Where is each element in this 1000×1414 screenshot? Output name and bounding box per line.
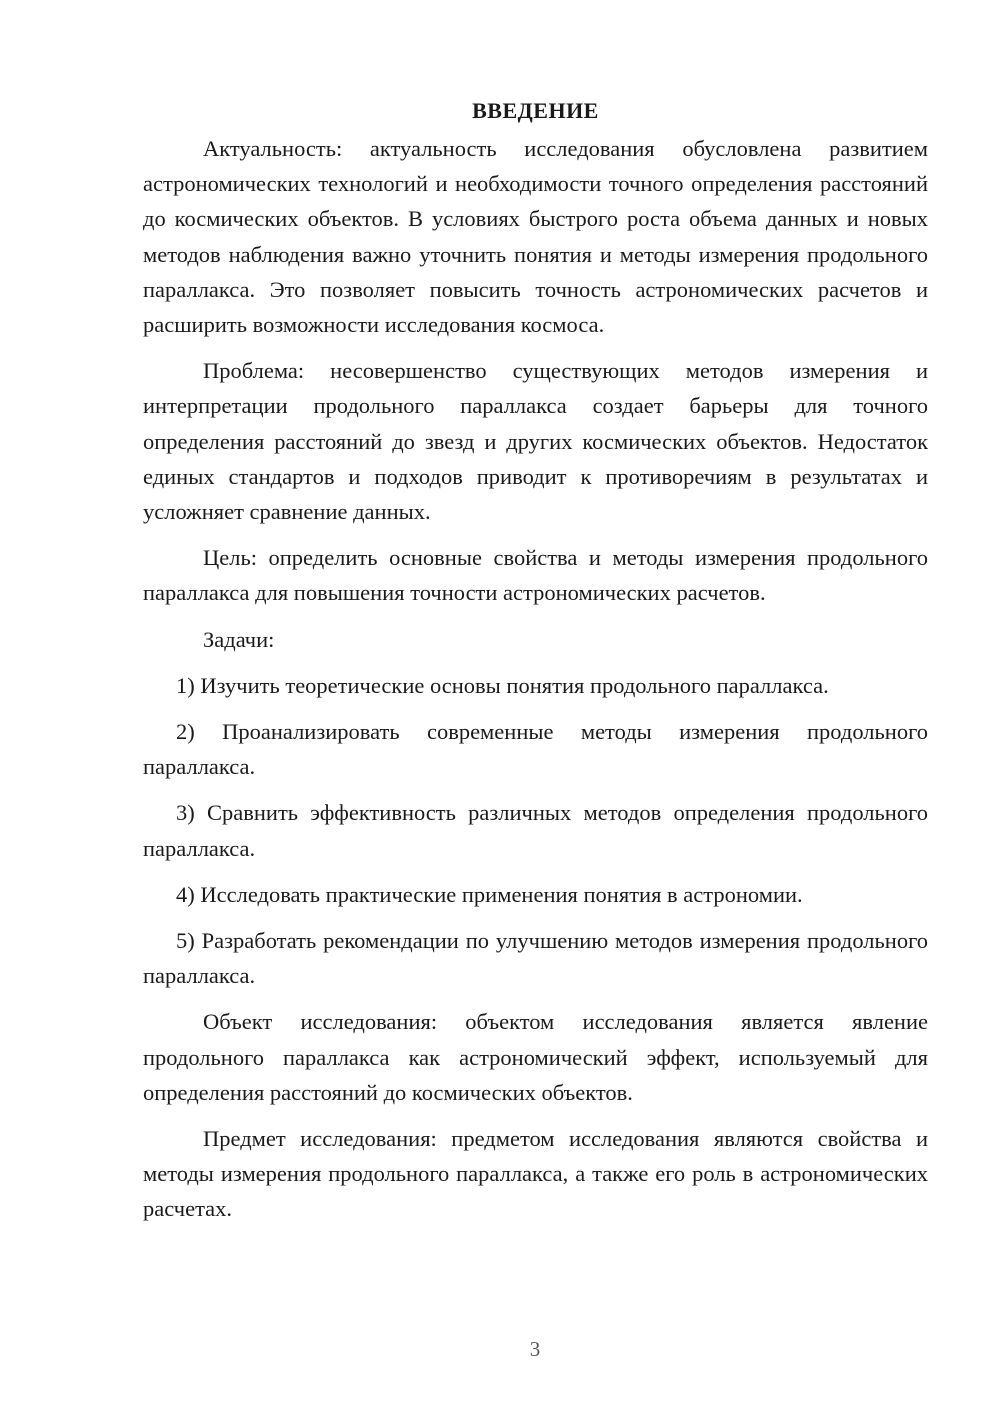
- page-content: [143, 96, 928, 1227]
- problem-paragraph: Проблема: несовершенство существующих методов измерения и интерпретации продольного параллакса создает барьеры для точного определения расстояний до звезд и других космических объектов. Недостаток единых стандартов и подходов приводит к противоречиям в результатах и усложняет сравнение данных.: [143, 358, 928, 525]
- task-item: 4) Исследовать практические применения понятия в астрономии.: [176, 881, 803, 907]
- page-heading: ВВЕДЕНИЕ: [472, 98, 599, 123]
- task-item: 5) Разработать рекомендации по улучшению методов измерения продольного параллакса.: [143, 928, 928, 989]
- goal-paragraph: Цель: определить основные свойства и методы измерения продольного параллакса для повышения точности астрономических расчетов.: [143, 545, 928, 606]
- object-paragraph: Объект исследования: объектом исследования является явление продольного параллакса как астрономический эффект, используемый для определения расстояний до космических объектов.: [143, 1009, 928, 1105]
- task-item: 2) Проанализировать современные методы измерения продольного параллакса.: [143, 719, 928, 780]
- task-item: 1) Изучить теоретические основы понятия продольного параллакса.: [176, 672, 829, 698]
- task-item: 3) Сравнить эффективность различных методов определения продольного параллакса.: [143, 800, 928, 861]
- subject-paragraph: Предмет исследования: предметом исследования являются свойства и методы измерения продольного параллакса, а также его роль в астрономических расчетах.: [143, 1126, 928, 1222]
- relevance-paragraph: Актуальность: актуальность исследования обусловлена развитием астрономических технологий и необходимости точного определения расстояний до космических объектов. В условиях быстрого роста объема данных и новых методов наблюдения важно уточнить понятия и методы измерения продольного параллакса. Это позволяет повысить точность астрономических расчетов и расширить возможности исследования космоса.: [143, 136, 928, 338]
- page-number: 3: [529, 1337, 541, 1361]
- tasks-label: Задачи:: [203, 626, 275, 652]
